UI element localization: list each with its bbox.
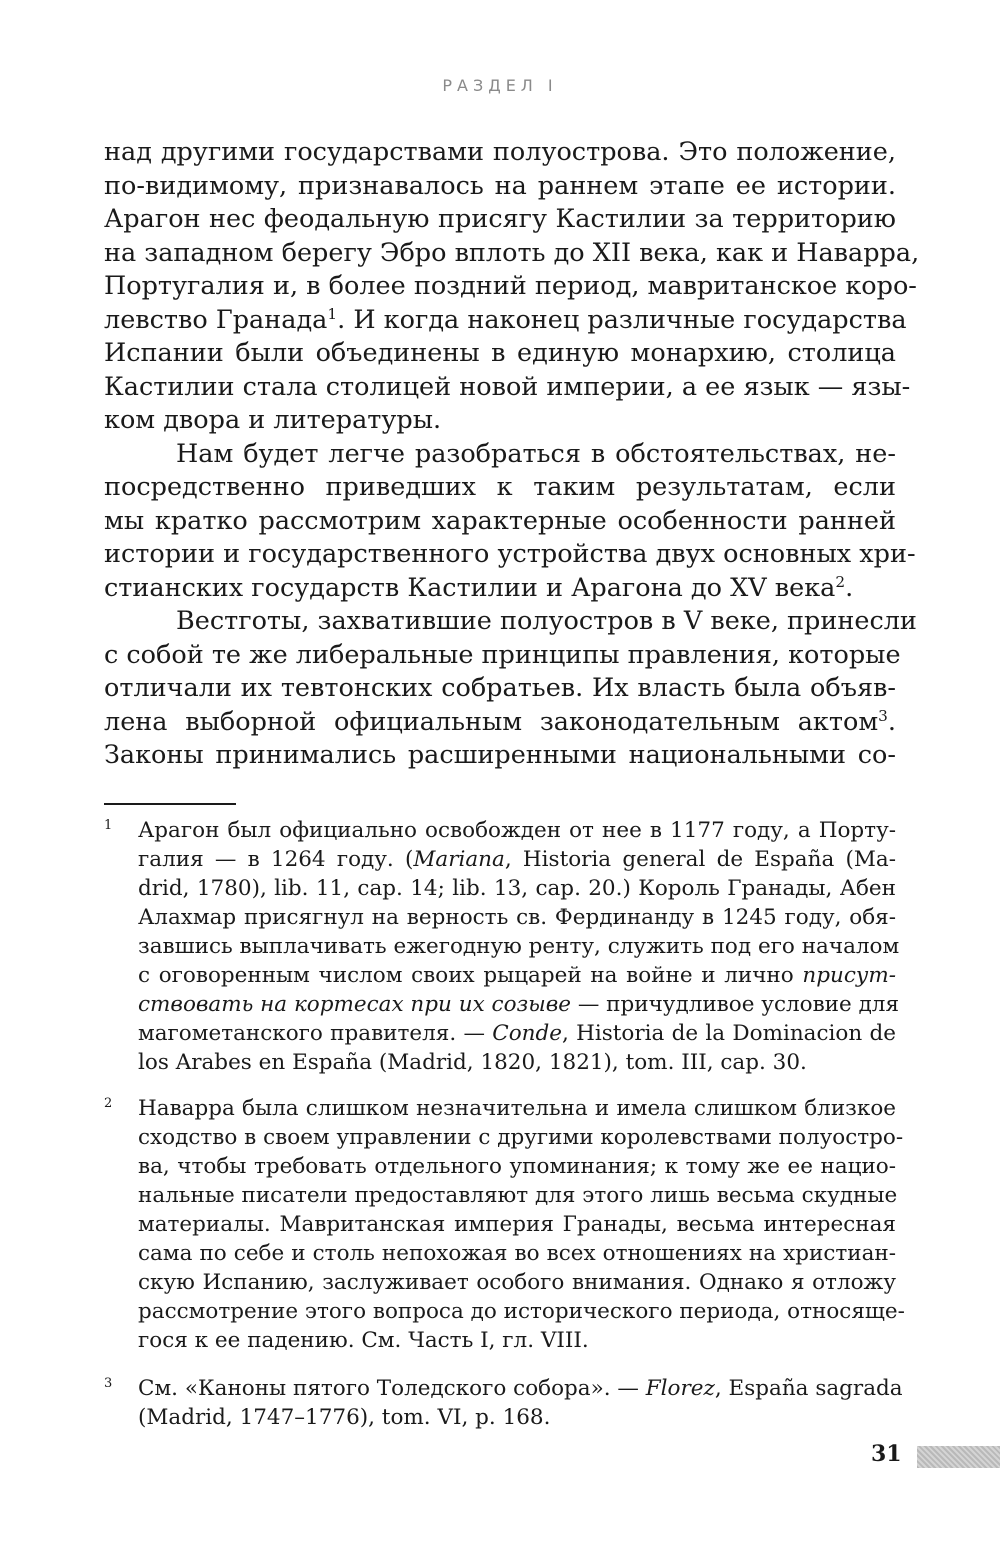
footnote-3: [104, 1374, 903, 1432]
text-line: Кастилии стала столицей новой империи, а ее язык — язы-: [104, 371, 911, 402]
main-text: [104, 136, 920, 773]
footnote-ref[interactable]: 2: [835, 572, 846, 591]
text-segment: .: [887, 706, 896, 737]
text-line: [104, 572, 896, 606]
text-line: [138, 845, 896, 874]
footnote-number: 1: [104, 818, 113, 833]
text-line: сама по себе и столь непохожая во всех отношениях на христиан-: [138, 1241, 896, 1266]
text-line: Законы принимались расширенными национальными со-: [104, 740, 896, 770]
footnote-1: [104, 816, 900, 1077]
text-line: ва, чтобы требовать отдельного упоминания; к тому же ее нацио-: [138, 1154, 896, 1179]
footnote-number: 2: [104, 1096, 113, 1111]
page-number: 31: [871, 1441, 902, 1467]
text-line: с собой те же либеральные принципы правления, которые: [104, 639, 901, 670]
text-line: [138, 961, 896, 990]
text-segment: левство Гранада: [104, 304, 328, 335]
text-line: Наварра была слишком незначительна и имела слишком близкое: [138, 1096, 896, 1121]
text-line: гося к ее падению. См. Часть I, гл. VIII.: [138, 1328, 589, 1353]
author-name: Conde: [492, 1021, 562, 1046]
paragraph: [104, 438, 916, 606]
italic-text: присут-: [802, 963, 896, 988]
text-segment: — причудливое условие для: [571, 992, 900, 1017]
italic-text: ствовать на кортесах при их созыве: [138, 992, 571, 1017]
text-line: мы кратко рассмотрим характерные особенности ранней: [104, 505, 896, 536]
footnote-text: [138, 816, 900, 1077]
text-line: Нам будет легче разобраться в обстоятельствах, не-: [176, 438, 896, 469]
text-segment: , Historia de la Dominacion de: [562, 1021, 896, 1046]
text-line: истории и государственного устройства двух основных хри-: [104, 539, 916, 569]
text-line: рассмотрение этого вопроса до исторического периода, относяще-: [138, 1299, 905, 1324]
text-line: завшись выплачивать ежегодную ренту, служить под его началом: [138, 934, 900, 959]
footnote-text: [138, 1374, 903, 1432]
page-edge-tab: [917, 1446, 1000, 1468]
text-line: (Madrid, 1747–1776), tom. VI, p. 168.: [138, 1405, 551, 1430]
paragraph: [104, 605, 917, 773]
paragraph: [104, 136, 920, 438]
text-segment: , España sagrada: [714, 1376, 903, 1401]
text-line: [138, 1019, 896, 1048]
author-name: Mariana: [413, 847, 505, 872]
footnote-ref[interactable]: 3: [878, 706, 888, 725]
author-name: Florez: [645, 1376, 715, 1401]
running-header: РАЗДЕЛ I: [442, 76, 558, 95]
text-line: над другими государствами полуострова. Это положение,: [104, 137, 896, 167]
footnote-ref[interactable]: 1: [327, 304, 338, 323]
text-segment: стианских государств Кастилии и Арагона до XV века: [104, 572, 836, 603]
text-line: Вестготы, захватившие полуостров в V веке, принесли: [176, 606, 917, 636]
text-line: Алахмар присягнул на верность св. Фердинанду в 1245 году, обя-: [138, 905, 896, 930]
text-segment: .: [845, 572, 854, 603]
text-segment: , Historia general de España (Ma-: [504, 847, 896, 872]
text-line: Арагон нес феодальную присягу Кастилии за территорию: [104, 204, 896, 234]
text-line: [138, 1374, 903, 1403]
text-line: посредственно приведших к таким результатам, если: [104, 472, 896, 502]
text-segment: галия — в 1264 году. (: [138, 847, 414, 872]
text-line: drid, 1780), lib. 11, cap. 14; lib. 13, cap. 20.) Король Гранады, Абен: [138, 876, 896, 901]
text-segment: магометанского правителя. —: [138, 1021, 493, 1046]
text-line: сходство в своем управлении с другими королевствами полуостро-: [138, 1125, 904, 1150]
footnote-divider: [104, 803, 236, 805]
footnote-text: [138, 1094, 905, 1355]
text-line: по-видимому, признавалось на раннем этапе ее истории.: [104, 170, 896, 201]
text-line: [104, 304, 907, 338]
text-segment: лена выборной официальным законодательным актом: [104, 706, 879, 737]
text-line: ком двора и литературы.: [104, 405, 442, 435]
text-line: [104, 706, 896, 740]
text-line: скую Испанию, заслуживает особого внимания. Однако я отложу: [138, 1270, 896, 1295]
text-line: los Arabes en España (Madrid, 1820, 1821), tom. III, cap. 30.: [138, 1050, 807, 1075]
text-line: на западном берегу Эбро вплоть до XII века, как и Наварра,: [104, 237, 920, 268]
text-line: материалы. Мавританская империя Гранады, весьма интересная: [138, 1212, 896, 1237]
text-segment: . И когда наконец различные государства: [337, 304, 907, 335]
text-line: [138, 990, 900, 1019]
footnote-2: [104, 1094, 905, 1355]
text-line: Арагон был официально освобожден от нее в 1177 году, а Порту-: [138, 818, 896, 843]
text-segment: См. «Каноны пятого Толедского собора». —: [138, 1376, 646, 1401]
text-segment: с оговоренным числом своих рыцарей на войне и лично: [138, 963, 803, 988]
text-line: нальные писатели предоставляют для этого лишь весьма скудные: [138, 1183, 898, 1208]
text-line: Испании были объединены в единую монархию, столица: [104, 338, 896, 368]
text-line: отличали их тевтонских собратьев. Их власть была объяв-: [104, 673, 896, 703]
text-line: Португалия и, в более поздний период, мавританское коро-: [104, 271, 917, 301]
footnote-number: 3: [104, 1376, 113, 1391]
